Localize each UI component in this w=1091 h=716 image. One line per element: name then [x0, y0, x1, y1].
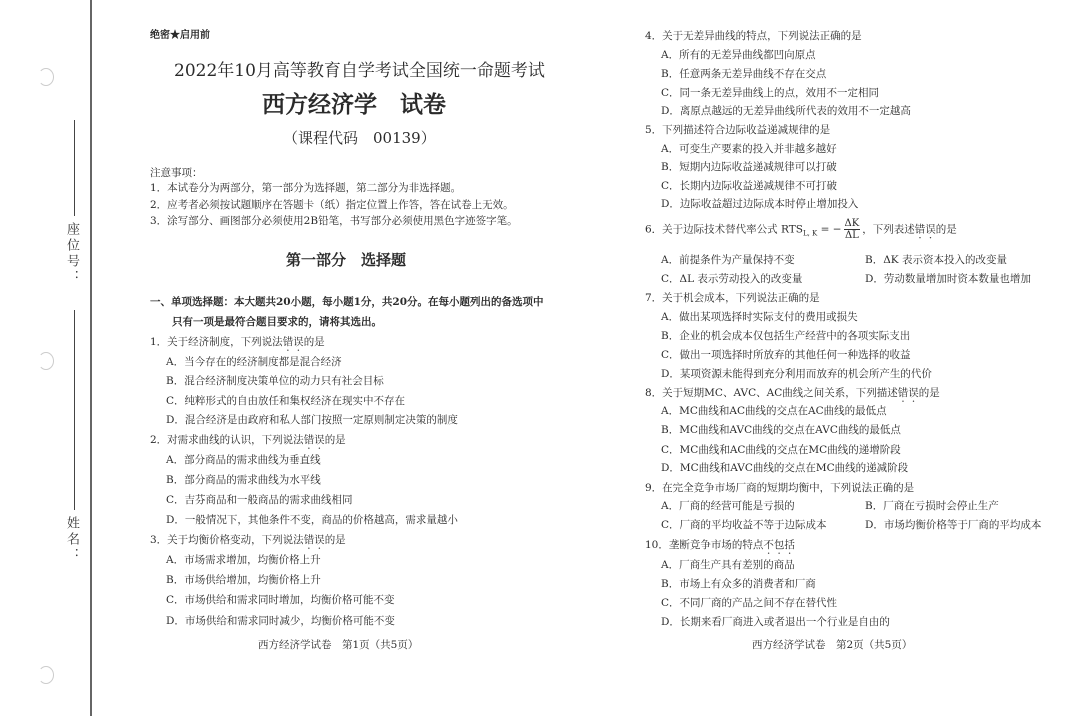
answer-option: A．厂商生产具有差别的商品	[661, 559, 795, 571]
page-footer: 西方经济学试卷 第2页（共5页）	[752, 639, 913, 651]
answer-option: C．厂商的平均收益不等于边际成本	[661, 519, 827, 531]
answer-option: D．边际收益超过边际成本时停止增加投入	[661, 198, 859, 210]
answer-option: D．MC曲线和AVC曲线的交点在MC曲线的递减阶段	[661, 462, 909, 474]
part-heading: 第一部分 选择题	[286, 251, 407, 269]
answer-option: A．所有的无差异曲线都凹向原点	[661, 49, 816, 61]
name-line	[74, 310, 75, 510]
exam-title: 2022年10月高等教育自学考试全国统一命题考试	[174, 61, 545, 81]
answer-option: B．厂商在亏损时会停止生产	[865, 500, 999, 512]
course-code: （课程代码 00139）	[283, 129, 436, 147]
answer-option: D．某项资源未能得到充分利用而放弃的机会所产生的代价	[661, 368, 932, 380]
notice-item: 1．本试卷分为两部分，第一部分为选择题，第二部分为非选择题。	[150, 182, 462, 194]
question-stem: 6．关于边际技术替代率公式 $RTS_{L, K}$ = − $\frac{\Delta K}{\Delta L}$ ，下列表述错误的是	[645, 218, 957, 241]
answer-option: A．部分商品的需求曲线为垂直线	[166, 454, 321, 466]
answer-option: C．同一条无差异曲线上的点，效用不一定相同	[661, 87, 880, 99]
answer-option: B．部分商品的需求曲线为水平线	[166, 474, 321, 486]
answer-option: D．市场供给和需求同时减少，均衡价格可能不变	[166, 615, 395, 627]
answer-option: D．离原点越远的无差异曲线所代表的效用不一定越高	[661, 105, 911, 117]
answer-option: C．纯粹形式的自由放任和集权经济在现实中不存在	[166, 395, 406, 407]
answer-option: B．任意两条无差异曲线不存在交点	[661, 68, 827, 80]
name-label: 姓名：	[64, 516, 79, 564]
question-stem: 1．关于经济制度，下列说法错误的是	[150, 336, 325, 348]
answer-option: C．ΔL 表示劳动投入的改变量	[661, 273, 803, 285]
answer-option: C．吉芬商品和一般商品的需求曲线相同	[166, 494, 353, 506]
binding-hole	[38, 666, 54, 684]
answer-option: C．不同厂商的产品之间不存在替代性	[661, 597, 838, 609]
answer-option: A．厂商的经营可能是亏损的	[661, 500, 795, 512]
seat-number-line	[74, 120, 75, 216]
answer-option: B．市场上有众多的消费者和厂商	[661, 578, 816, 590]
answer-option: D．一般情况下，其他条件不变，商品的价格越高，需求量越小	[166, 514, 458, 526]
answer-option: C．长期内边际收益递减规律不可打破	[661, 180, 838, 192]
formula-fraction: $\frac{\Delta K}{\Delta L}$	[844, 218, 860, 241]
question-stem: 10．垄断竞争市场的特点不包括	[645, 539, 795, 551]
page-footer: 西方经济学试卷 第1页（共5页）	[258, 639, 419, 651]
answer-option: C．做出一项选择时所放弃的其他任何一种选择的收益	[661, 349, 911, 361]
answer-option: A．前提条件为产量保持不变	[661, 254, 795, 266]
answer-option: B．市场供给增加，均衡价格上升	[166, 574, 321, 586]
answer-option: B．ΔK 表示资本投入的改变量	[865, 254, 1007, 266]
answer-option: D．劳动数量增加时资本数量也增加	[865, 273, 1031, 285]
answer-option: A．当今存在的经济制度都是混合经济	[166, 356, 342, 368]
notice-heading: 注意事项：	[150, 167, 203, 179]
answer-option: D．长期来看厂商进入或者退出一个行业是自由的	[661, 616, 890, 628]
question-stem: 5．下列描述符合边际收益递减规律的是	[645, 124, 831, 136]
answer-option: A．可变生产要素的投入并非越多越好	[661, 143, 837, 155]
answer-option: B．短期内边际收益递减规律可以打破	[661, 161, 837, 173]
answer-option: B．MC曲线和AVC曲线的交点在AVC曲线的最低点	[661, 424, 901, 436]
question-stem: 7．关于机会成本，下列说法正确的是	[645, 292, 820, 304]
notice-item: 3．涂写部分、画图部分必须使用2B铅笔，书写部分必须使用黑色字迹签字笔。	[150, 215, 518, 227]
question-stem: 3．关于均衡价格变动，下列说法错误的是	[150, 534, 346, 546]
answer-option: A．市场需求增加，均衡价格上升	[166, 554, 321, 566]
binding-hole	[38, 352, 54, 370]
section-intro: 一、单项选择题：本大题共20小题，每小题1分，共20分。在每小题列出的备选项中	[150, 296, 544, 308]
question-stem: 9．在完全竞争市场厂商的短期均衡中，下列说法正确的是	[645, 482, 915, 494]
section-intro: 只有一项是最符合题目要求的，请将其选出。	[172, 316, 382, 328]
confidential-mark: 绝密★启用前	[150, 30, 210, 41]
answer-option: D．混合经济是由政府和私人部门按照一定原则制定决策的制度	[166, 414, 458, 426]
seat-number-label: 座位号：	[64, 222, 79, 286]
answer-option: C．MC曲线和AC曲线的交点在MC曲线的递增阶段	[661, 444, 901, 456]
notice-item: 2．应考者必须按试题顺序在答题卡（纸）指定位置上作答，答在试卷上无效。	[150, 199, 514, 211]
question-stem: 4．关于无差异曲线的特点，下列说法正确的是	[645, 30, 862, 42]
answer-option: B．企业的机会成本仅包括生产经营中的各项实际支出	[661, 330, 911, 342]
answer-option: B．混合经济制度决策单位的动力只有社会目标	[166, 375, 384, 387]
subject-title: 西方经济学 试卷	[262, 91, 446, 118]
answer-option: A．做出某项选择时实际支付的费用或损失	[661, 311, 858, 323]
binding-hole	[38, 68, 54, 86]
answer-option: A．MC曲线和AC曲线的交点在AC曲线的最低点	[661, 405, 887, 417]
answer-option: C．市场供给和需求同时增加，均衡价格可能不变	[166, 594, 395, 606]
page-fold-line	[90, 0, 92, 716]
question-stem: 8．关于短期MC、AVC、AC曲线之间关系，下列描述错误的是	[645, 387, 940, 399]
answer-option: D．市场均衡价格等于厂商的平均成本	[865, 519, 1042, 531]
question-stem: 2．对需求曲线的认识，下列说法错误的是	[150, 434, 346, 446]
